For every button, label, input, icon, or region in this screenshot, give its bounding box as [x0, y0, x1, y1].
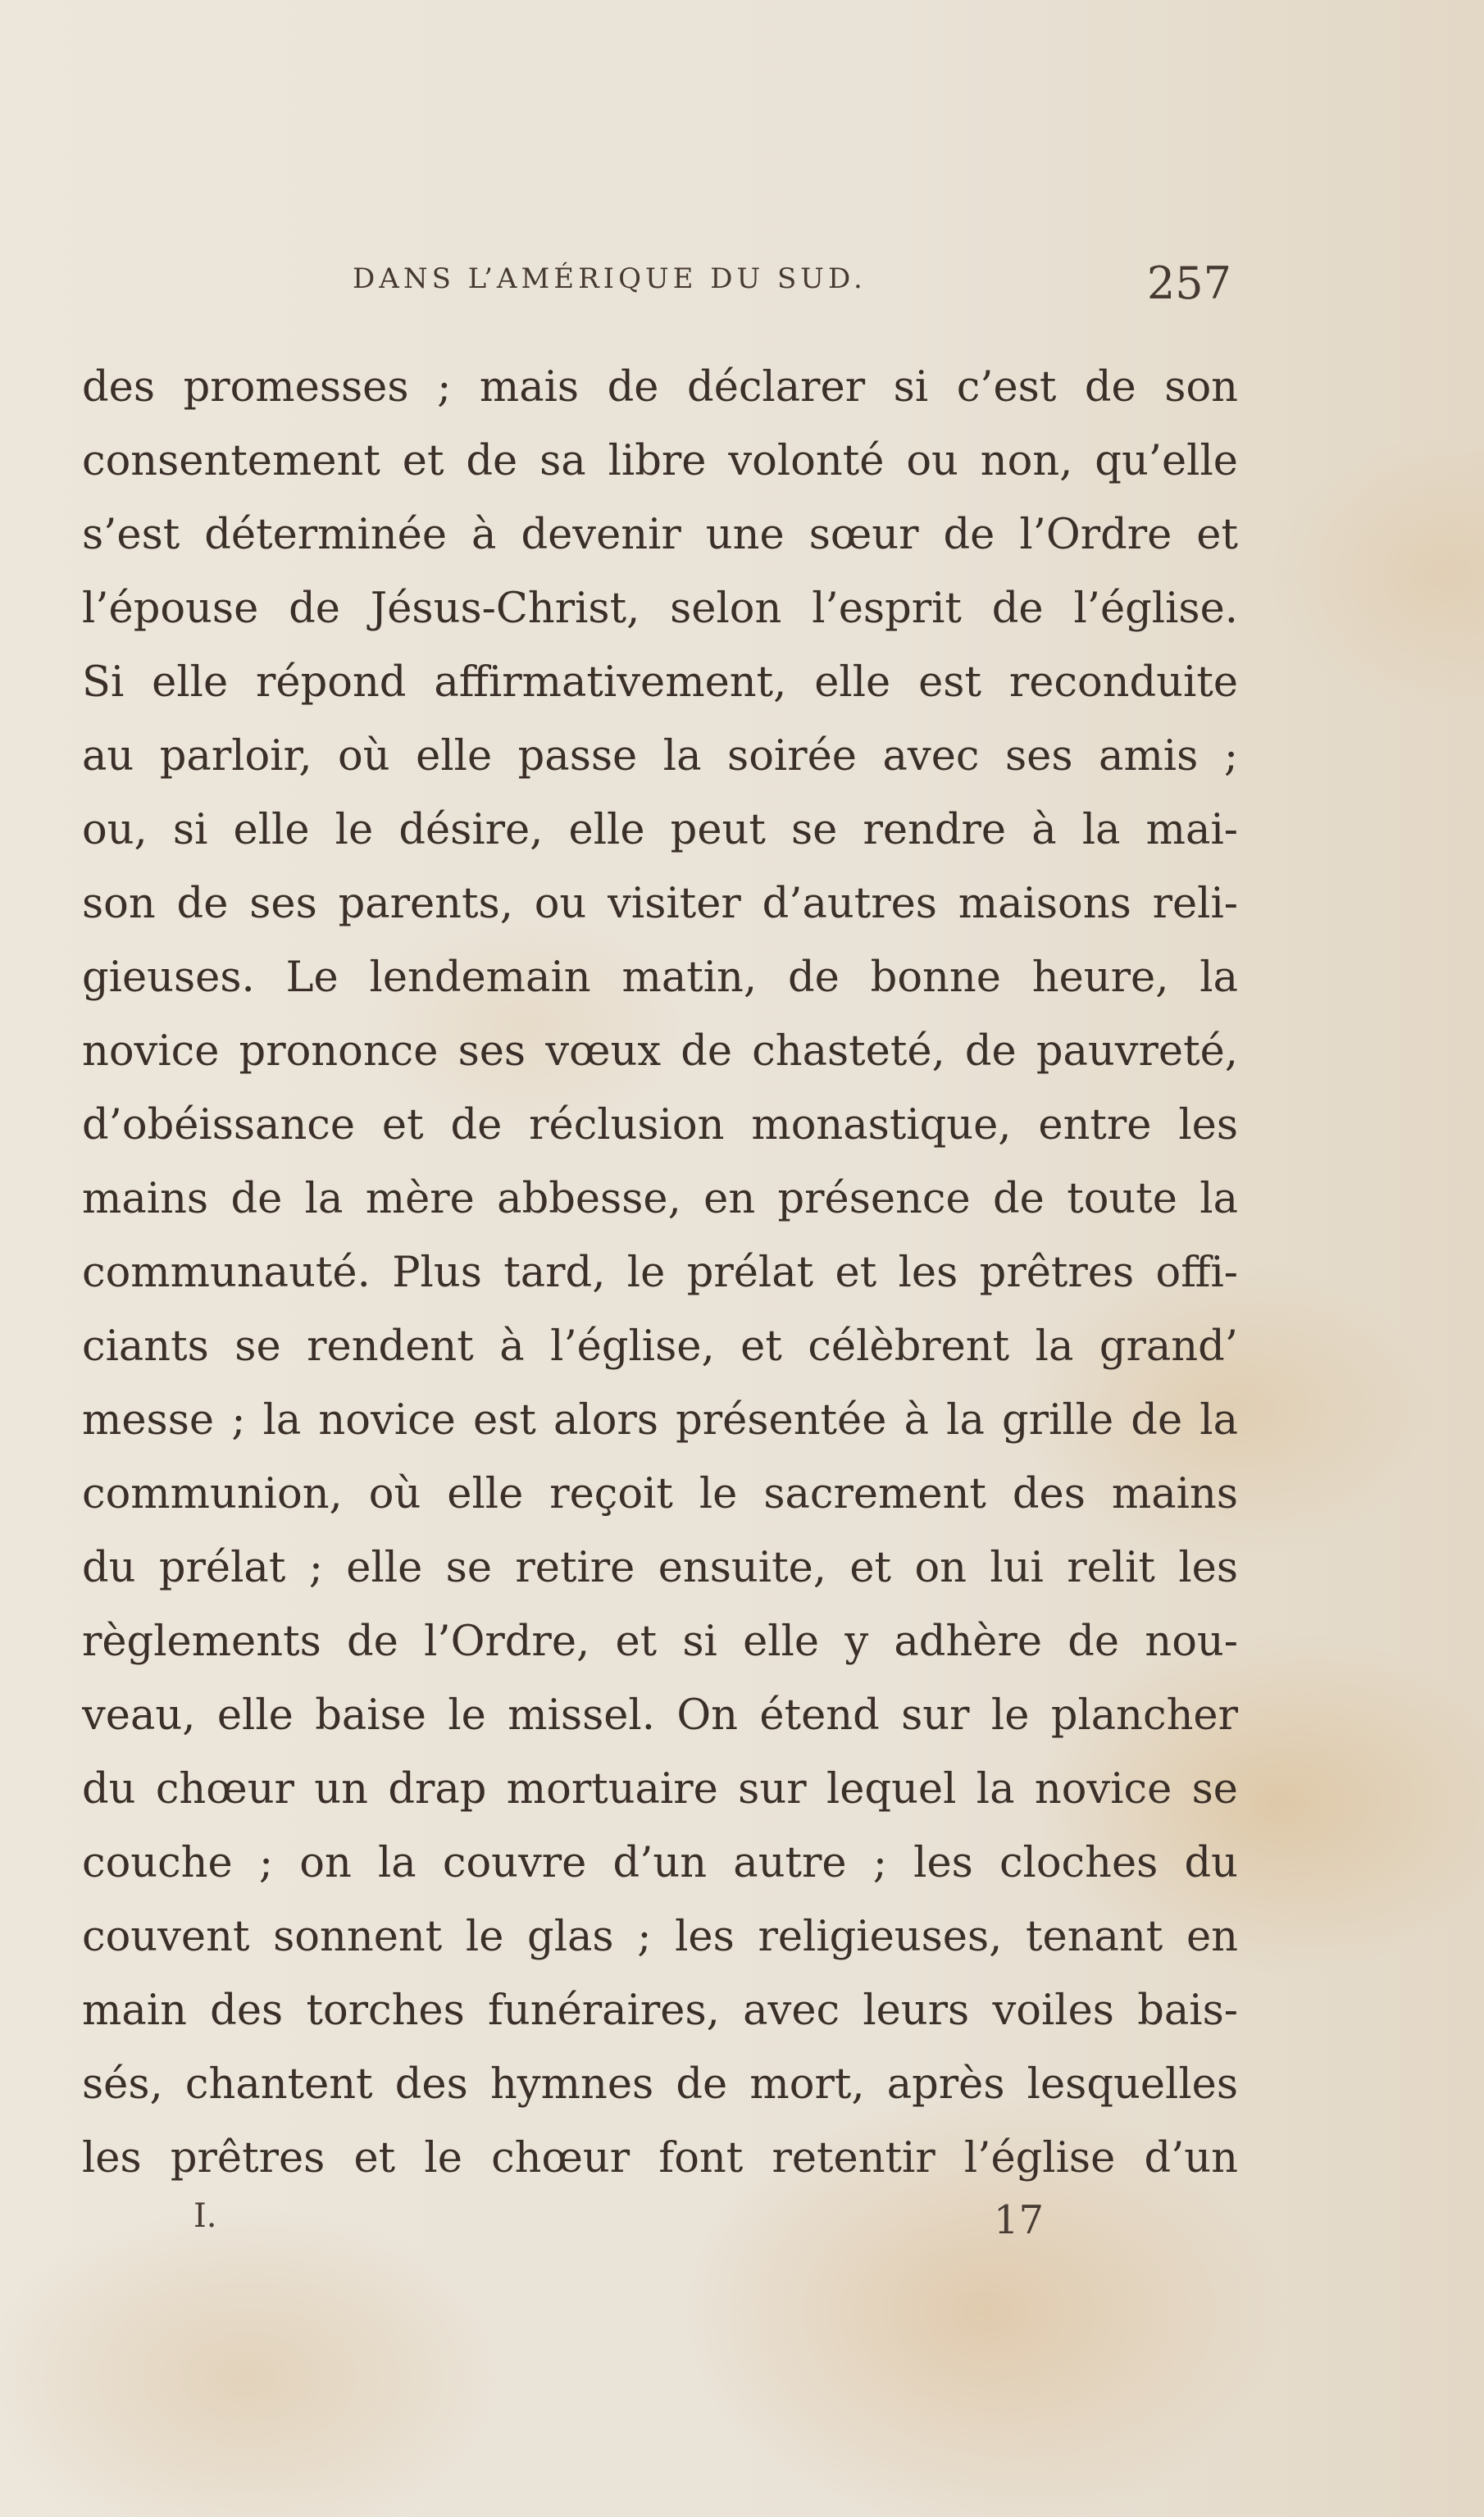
text-line: messe ; la novice est alors présentée à la grille de la	[82, 1396, 1238, 1445]
volume-signature: I.	[193, 2197, 217, 2235]
text-line: ciants se rendent à l’église, et célèbrent la grand’	[82, 1322, 1238, 1371]
text-line: novice prononce ses vœux de chasteté, de pauvreté,	[82, 1027, 1238, 1076]
text-line: au parloir, où elle passe la soirée avec ses amis ;	[82, 732, 1238, 781]
text-line: sés, chantent des hymnes de mort, après lesquelles	[82, 2060, 1238, 2109]
text-line: l’épouse de Jésus-Christ, selon l’esprit de l’église.	[82, 585, 1238, 633]
running-title: DANS L’AMÉRIQUE DU SUD.	[353, 262, 867, 295]
page-footer	[0, 2197, 1484, 2263]
text-line: couche ; on la couvre d’un autre ; les cloches du	[82, 1839, 1238, 1887]
sheet-number: 17	[994, 2197, 1045, 2243]
text-line: mains de la mère abbesse, en présence de toute la	[82, 1175, 1238, 1223]
text-line: règlements de l’Ordre, et si elle y adhère de nou-	[82, 1618, 1238, 1666]
text-line: main des torches funéraires, avec leurs voiles bais-	[82, 1987, 1238, 2035]
text-line: s’est déterminée à devenir une sœur de l’Ordre et	[82, 511, 1238, 559]
text-line: gieuses. Le lendemain matin, de bonne heure, la	[82, 954, 1238, 1002]
text-line: d’obéissance et de réclusion monastique, entre les	[82, 1101, 1238, 1149]
text-line: consentement et de sa libre volonté ou non, qu’elle	[82, 437, 1238, 485]
text-line: couvent sonnent le glas ; les religieuses, tenant en	[82, 1913, 1238, 1961]
text-line: communauté. Plus tard, le prélat et les prêtres offi-	[82, 1249, 1238, 1297]
text-line: Si elle répond affirmativement, elle est reconduite	[82, 658, 1238, 707]
body-text	[82, 351, 1238, 2196]
text-line: des promesses ; mais de déclarer si c’est de son	[82, 363, 1238, 412]
text-line: communion, où elle reçoit le sacrement des mains	[82, 1470, 1238, 1518]
text-line: du prélat ; elle se retire ensuite, et on lui relit les	[82, 1544, 1238, 1592]
text-line: son de ses parents, ou visiter d’autres maisons reli-	[82, 880, 1238, 928]
running-head	[0, 257, 1484, 320]
text-line: veau, elle baise le missel. On étend sur le plancher	[82, 1691, 1238, 1740]
text-line: les prêtres et le chœur font retentir l’église d’un	[82, 2134, 1238, 2182]
page-number: 257	[1146, 257, 1231, 309]
text-line: ou, si elle le désire, elle peut se rendre à la mai-	[82, 806, 1238, 854]
text-line: du chœur un drap mortuaire sur lequel la novice se	[82, 1765, 1238, 1814]
